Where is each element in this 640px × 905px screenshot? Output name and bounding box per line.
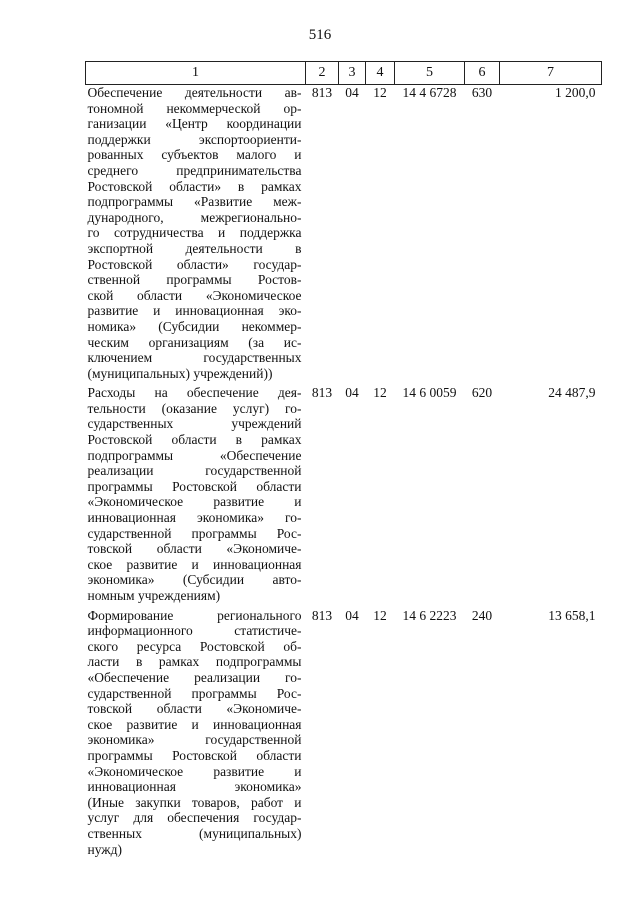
row-description xyxy=(86,608,306,858)
row-description xyxy=(86,85,306,382)
header-col-1: 1 xyxy=(86,62,306,85)
description-line: Ростовской области в рамках xyxy=(87,432,302,448)
description-line: ственной программы Ростов- xyxy=(87,272,302,288)
description-line: подпрограммы «Обеспечение xyxy=(87,447,302,463)
description-line: ганизации «Центр координации xyxy=(87,116,302,132)
row-expense-type: 620 xyxy=(471,385,493,401)
row-ministry-code: 813 xyxy=(311,385,333,401)
description-line: номика» (Субсидии некоммер- xyxy=(87,318,302,334)
description-line: информационного статистиче- xyxy=(87,623,302,639)
description-line: поддержки экспортоориенти- xyxy=(87,131,302,147)
description-line: экспортной деятельности в xyxy=(87,240,302,256)
description-line: ское развитие и инновационная xyxy=(87,556,302,572)
table-row xyxy=(86,608,602,858)
row-section-code: 04 xyxy=(345,607,359,623)
description-line: нужд) xyxy=(87,841,122,857)
budget-table xyxy=(85,61,602,857)
description-line: номным учреждениям) xyxy=(87,588,221,603)
header-col-5: 5 xyxy=(395,62,465,85)
row-expense-type: 240 xyxy=(471,607,493,623)
description-line: среднего предпринимательства xyxy=(87,162,302,178)
description-line: товской области «Экономиче- xyxy=(87,701,302,717)
description-line: программы Ростовской области xyxy=(87,747,302,763)
description-line: Расходы на обеспечение дея- xyxy=(87,385,302,401)
row-amount: 1 200,0 xyxy=(555,85,596,100)
description-line: (Иные закупки товаров, работ и xyxy=(87,794,302,810)
row-target-article: 14 4 6728 xyxy=(402,85,457,100)
description-line: Обеспечение деятельности ав- xyxy=(87,85,302,100)
header-col-2: 2 xyxy=(306,62,339,85)
description-line: го сотрудничества и поддержка xyxy=(87,225,302,241)
row-amount: 24 487,9 xyxy=(548,385,596,401)
description-line: Ростовской области» государ- xyxy=(87,256,302,272)
description-line: (муниципальных) учреждений)) xyxy=(87,365,273,381)
description-line: Формирование регионального xyxy=(87,607,302,623)
description-line: сударственной программы Рос- xyxy=(87,525,302,541)
description-line: развитие и инновационная эко- xyxy=(87,303,302,319)
description-line: Ростовской области» в рамках xyxy=(87,178,302,194)
header-col-3: 3 xyxy=(339,62,366,85)
header-col-6: 6 xyxy=(465,62,500,85)
row-target-article: 14 6 2223 xyxy=(402,607,457,623)
description-line: «Обеспечение реализации го- xyxy=(87,669,302,685)
description-line: тельности (оказание услуг) го- xyxy=(87,400,302,416)
row-subsection-code: 12 xyxy=(373,607,387,623)
description-line: тономной некоммерческой ор- xyxy=(87,100,302,116)
description-line: экономика» государственной xyxy=(87,732,302,748)
description-line: рованных субъектов малого и xyxy=(87,147,302,163)
header-col-7: 7 xyxy=(500,62,602,85)
description-line: ской области «Экономическое xyxy=(87,287,302,303)
description-line: ское развитие и инновационная xyxy=(87,716,302,732)
description-line: ственных (муниципальных) xyxy=(87,825,302,841)
description-line: ского ресурса Ростовской об- xyxy=(87,638,302,654)
page-number: 516 xyxy=(308,27,332,43)
table-row xyxy=(86,385,602,603)
description-line: ключением государственных xyxy=(87,350,302,366)
description-line: сударственных учреждений xyxy=(87,416,302,432)
description-line: сударственной программы Рос- xyxy=(87,685,302,701)
description-line: дународного, межрегионально- xyxy=(87,209,302,225)
row-ministry-code: 813 xyxy=(311,607,333,623)
row-target-article: 14 6 0059 xyxy=(402,385,457,401)
row-subsection-code: 12 xyxy=(373,85,387,100)
row-section-code: 04 xyxy=(345,385,359,401)
row-expense-type: 630 xyxy=(471,85,493,100)
description-line: «Экономическое развитие и xyxy=(87,763,302,779)
description-line: «Экономическое развитие и xyxy=(87,494,302,510)
description-line: реализации государственной xyxy=(87,463,302,479)
description-line: подпрограммы «Развитие меж- xyxy=(87,194,302,210)
description-line: программы Ростовской области xyxy=(87,478,302,494)
description-line: товской области «Экономиче- xyxy=(87,541,302,557)
description-line: экономика» (Субсидии авто- xyxy=(87,572,302,588)
table-body xyxy=(86,85,602,858)
description-line: ласти в рамках подпрограммы xyxy=(87,654,302,670)
description-line: инновационная экономика» xyxy=(87,779,302,795)
description-line: ческим организациям (за ис- xyxy=(87,334,302,350)
row-amount: 13 658,1 xyxy=(548,607,596,623)
row-ministry-code: 813 xyxy=(311,85,333,100)
description-line: инновационная экономика» го- xyxy=(87,510,302,526)
row-description xyxy=(86,385,306,603)
row-subsection-code: 12 xyxy=(373,385,387,401)
table-row xyxy=(86,85,602,382)
row-section-code: 04 xyxy=(345,85,359,100)
header-col-4: 4 xyxy=(366,62,395,85)
header-row xyxy=(86,62,602,85)
description-line: услуг для обеспечения государ- xyxy=(87,810,302,826)
